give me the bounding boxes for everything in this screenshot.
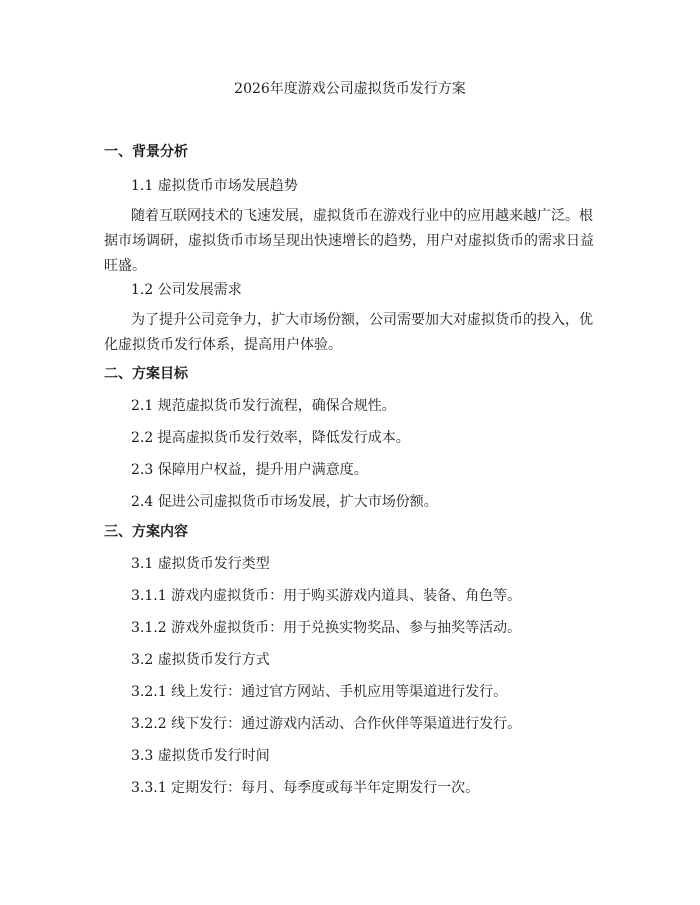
goal-item-2-4: 2.4 促进公司虚拟货币市场发展，扩大市场份额。 bbox=[131, 494, 438, 510]
subsection-heading-1-1: 1.1 虚拟货币市场发展趋势 bbox=[131, 178, 298, 194]
content-line-3-3: 3.3 虚拟货币发行时间 bbox=[131, 748, 270, 764]
section-heading-background: 一、背景分析 bbox=[104, 144, 188, 160]
content-line-3-1: 3.1 虚拟货币发行类型 bbox=[131, 556, 270, 572]
goal-item-2-3: 2.3 保障用户权益，提升用户满意度。 bbox=[131, 462, 368, 478]
goal-item-2-2: 2.2 提高虚拟货币发行效率，降低发行成本。 bbox=[131, 430, 410, 446]
content-line-3-2: 3.2 虚拟货币发行方式 bbox=[131, 652, 270, 668]
subsection-heading-1-2: 1.2 公司发展需求 bbox=[131, 282, 242, 298]
content-line-3-2-1: 3.2.1 线上发行：通过官方网站、手机应用等渠道进行发行。 bbox=[131, 684, 508, 700]
section-heading-goals: 二、方案目标 bbox=[104, 366, 188, 382]
paragraph-1-1: 随着互联网技术的飞速发展，虚拟货币在游戏行业中的应用越来越广泛。根据市场调研，虚拟货币市场呈现出快速增长的趋势，用户对虚拟货币的需求日益旺盛。 bbox=[104, 208, 594, 274]
content-line-3-1-1: 3.1.1 游戏内虚拟货币：用于购买游戏内道具、装备、角色等。 bbox=[131, 588, 522, 604]
content-line-3-1-2: 3.1.2 游戏外虚拟货币：用于兑换实物奖品、参与抽奖等活动。 bbox=[131, 620, 522, 636]
content-line-3-2-2: 3.2.2 线下发行：通过游戏内活动、合作伙伴等渠道进行发行。 bbox=[131, 716, 522, 732]
document-title: 2026年度游戏公司虚拟货币发行方案 bbox=[234, 81, 466, 97]
goal-item-2-1: 2.1 规范虚拟货币发行流程，确保合规性。 bbox=[131, 398, 396, 414]
section-heading-content: 三、方案内容 bbox=[104, 524, 188, 540]
paragraph-1-2: 为了提升公司竞争力，扩大市场份额，公司需要加大对虚拟货币的投入，优化虚拟货币发行体系，提高用户体验。 bbox=[104, 312, 593, 353]
content-line-3-3-1: 3.3.1 定期发行：每月、每季度或每半年定期发行一次。 bbox=[131, 780, 480, 796]
